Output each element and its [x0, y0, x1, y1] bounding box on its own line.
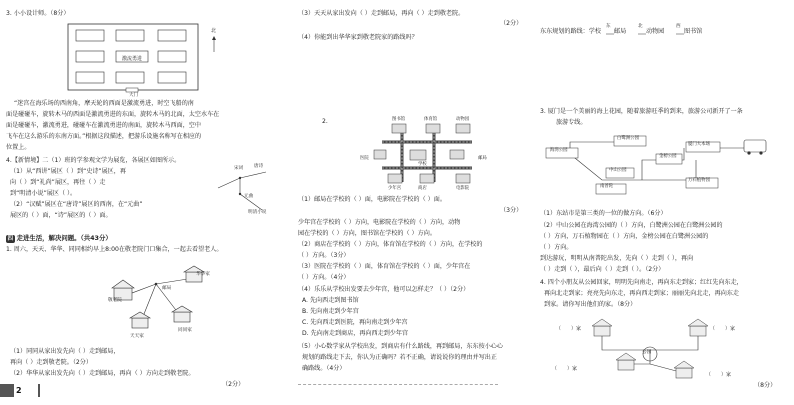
q1-text-line: 再向（ ）走到敬老院。（2分）: [10, 359, 92, 366]
north-arrow-icon: [210, 36, 218, 52]
q4-text-line: 展区的（ ）面，“诗”展区的（ ）面。: [10, 212, 112, 219]
q4-map-label: 元曲: [244, 194, 254, 199]
q4-text-line: 到“明清小说”展区（ ）。: [10, 190, 77, 197]
q1-title: 1. 周六，天天、华华、同同相约早上8:00在敬老院门口集合，一起去看望老人。: [6, 246, 223, 253]
c3-route-dir: 东: [606, 24, 611, 29]
q3-text-line: 面是碰碰车，激流勇进，碰碰车在激流勇进的南面，旋转木马西面，空中: [6, 122, 201, 129]
q2-score: （3分）: [500, 207, 523, 214]
q2-place-label: 图书馆: [392, 117, 406, 122]
q1-text-line: （1）同同从家出发先向（ ）走到邮局，: [10, 348, 120, 355]
q2-town-map: [372, 112, 484, 190]
c2-score: （2分）: [500, 20, 523, 27]
q2-place-label: 动物园: [456, 117, 470, 122]
q4-map-label: 唐诗: [254, 164, 264, 169]
c3-text-line: （ ）方向。: [540, 244, 573, 251]
c3-route-place: 邮局: [614, 28, 627, 35]
q1-place-label: 同同家: [178, 328, 192, 333]
q2-place-label: 电影院: [456, 186, 470, 191]
c3-q4-score: （8分）: [754, 382, 777, 389]
q4-text-line: 向（ ）到“礼尚”展区，再往（ ）走: [10, 179, 106, 186]
q2-option-c: C. 先向西走到医院，再向南走到少年宫: [302, 319, 408, 326]
c3-text-line: （1）东站市是第三类的一位的做方向。（6分）: [540, 210, 667, 217]
q4-map-label: 明清小说: [248, 210, 267, 215]
c3-text-line: （ ）方向，万石植物园在（ ）方向，金榜公园在白鹭洲公园的: [540, 233, 709, 240]
q2-place-label: 学校: [418, 162, 427, 167]
q4-title: 4.【新情境】二（1）班的学参观文学为展览，各展区如图所示。: [6, 157, 181, 164]
q4-park-label: 公园: [642, 350, 652, 355]
q2-text-line: （2）商店在学校的（ ）方向，体育馆在学校的（ ）方向，在学校的: [298, 241, 483, 248]
q3-place-label: 海湾公园: [550, 148, 568, 153]
q3-center-label: 激流勇进: [122, 56, 143, 62]
q1-place-label: 天天家: [130, 334, 144, 339]
q1-score: （2分）: [222, 381, 245, 388]
section-heading: [6, 234, 112, 243]
q2-place-label: 商店: [418, 186, 427, 191]
page-number-tab: [0, 384, 40, 397]
q3-place-label: 金榜公园: [659, 154, 677, 159]
q2-text-line: 规划的路线走下去，你认为正确吗？若不正确，请说说你的理由并写出正: [302, 354, 497, 361]
q3-tour-map: [546, 134, 766, 200]
q4-home-blank: （ ）家: [706, 372, 732, 378]
q2-option-d: D. 先向南走到商店，再向西走到少年宫: [302, 330, 409, 337]
q2-option-b: B. 先向南走到少年宫: [302, 308, 359, 315]
section-number-badge: 四: [7, 236, 14, 242]
q2-text-line: （5）小心数学家从学校出发，到商店有什么路线，再到邮局，东东按小心心: [298, 343, 503, 350]
q3-gate-label: 大门: [129, 93, 138, 98]
q1-place-label: 敬老院: [108, 298, 122, 303]
q3-title: 3. 小小设计师。（8分）: [6, 10, 70, 17]
q3-text-line: 位置上。: [6, 144, 31, 151]
q2-text-line: （1）邮局在学校的（ ）面，电影院在学校的（ ）面。: [298, 196, 446, 203]
q4-exhibition-map: [200, 166, 270, 216]
q4-home-blank: （ ）家: [556, 326, 582, 332]
home-suffix: 家: [726, 372, 732, 378]
section-title: 走进生活，解决问题。（共43分）: [16, 234, 112, 242]
c3-route-prefix: 东东规划的路线：学校: [540, 28, 601, 35]
q1-place-label: 华华家: [196, 272, 210, 277]
q1-place-label: 邮局: [162, 286, 172, 291]
q3-place-label: 中山公园: [609, 168, 627, 173]
c2-text-line: （3）天天从家出发向（ ）走到邮局，再向（ ）走到敬老院。: [298, 10, 465, 17]
c3-q4-title: 4. 四个小朋友从公园回家，明明先向南走，再向东走到家；红红先向东走，: [540, 279, 743, 286]
home-suffix: 家: [572, 366, 578, 372]
c3-route-dir: 西: [676, 24, 681, 29]
c3-route-place: 动物园: [646, 28, 665, 35]
q3-text-line: “迷宫在海乐场的西南角，摩天轮的西面是激流勇进，时空飞船的南: [14, 100, 194, 107]
q2-text-line: 确路线。（4分）: [302, 365, 346, 372]
page-number: 2: [14, 384, 38, 397]
c3-text-line: （ ）走到（ ），最后向（ ）走到（ ）。（2分）: [540, 266, 665, 273]
c3-q3-title-2: 旅游专线。: [556, 119, 587, 126]
q2-text-line: （3）医院在学校的（ ）面，体育馆在学校的（ ）面，少年宫在: [298, 263, 471, 270]
q3-place-label: 白鹭洲公园: [617, 136, 639, 141]
q2-place-label: 少年宫: [388, 186, 402, 191]
q3-place-label: 南普陀: [600, 184, 614, 189]
q2-text-line: 少年宫在学校的（ ）方向，电影院在学校的（ ）方向，动物: [298, 219, 461, 226]
c3-q3-title: 3. 厦门是一个美丽的海上花园，随着旅游旺季的到来，旅游公司新开了一条: [540, 108, 743, 115]
column-left: [0, 0, 268, 405]
q4-text-line: （2）“汉赋”展区在“唐诗”展区的西南，在“元曲”: [10, 201, 143, 208]
c2-text-line: （4）你能到出华华家到敬老院家的路线吗？: [298, 34, 418, 41]
q3-text-line: 飞车在这么游乐的东南方面。”根据这段描述，把游乐设施名称写在相应的: [6, 133, 202, 140]
q2-option-a: A. 先向西走到图书馆: [302, 297, 359, 304]
q2-place-label: 医院: [360, 156, 369, 161]
q2-text-line: 园在学校的（ ）方向，图书馆在学校的（ ）方向。: [298, 230, 436, 237]
route-arrows-icon: [606, 32, 690, 36]
c3-text-line: 到达游玩，明明从南普陀出发，先向（ ）走到（ ），再向: [540, 255, 694, 262]
column-middle: [268, 0, 530, 405]
q2-text-line: （ ）方向。（3分）: [298, 252, 350, 259]
q2-title: 2.: [322, 118, 328, 125]
answer-line: [298, 384, 498, 385]
q4-map-label: 宋词: [234, 166, 244, 171]
q4-text-line: （1）从“西讲”展区（ ）到“史诗”展区，再: [10, 168, 126, 175]
q1-text-line: （2）华华从家出发先向（ ）走到邮局，再向（ ）方向走到敬老院。: [10, 370, 195, 377]
c3-text-line: （2）中山公园在海湾公园的（ ）方向，白鹭洲公园在白鹭洲公园的: [540, 222, 723, 229]
q4-home-blank: （ ）家: [710, 326, 736, 332]
q3-place-label: 万石植物园: [688, 178, 710, 183]
c3-text-line: 再向北走到家；亮亮先向东走，再向西走到家；丽丽先向北走，再向东走: [544, 290, 739, 297]
home-suffix: 家: [730, 326, 736, 332]
q3-text-line: 面是碰碰车，旋转木马的西面是激流勇进的东面，旋转木马的北面，太空水车在: [6, 111, 220, 118]
q3-place-label: 厦门大本场: [688, 142, 710, 147]
column-right: [530, 0, 794, 405]
q2-text-line: （4）乐乐从学校出发要去少年宫，他可以怎样走？（ ）（2分）: [298, 286, 470, 293]
north-label: 北: [211, 28, 217, 34]
c3-text-line: 到家。请你写出他们的家。（8分）: [544, 301, 637, 308]
c3-route-dir: 北: [638, 24, 643, 29]
q2-text-line: （ ）方向。（4分）: [298, 274, 350, 281]
q2-place-label: 体育馆: [424, 117, 438, 122]
c3-route-place: 图书馆: [684, 28, 703, 35]
home-suffix: 家: [576, 326, 582, 332]
q4-home-blank: （ ）家: [552, 366, 578, 372]
q2-place-label: 邮局: [478, 156, 487, 161]
